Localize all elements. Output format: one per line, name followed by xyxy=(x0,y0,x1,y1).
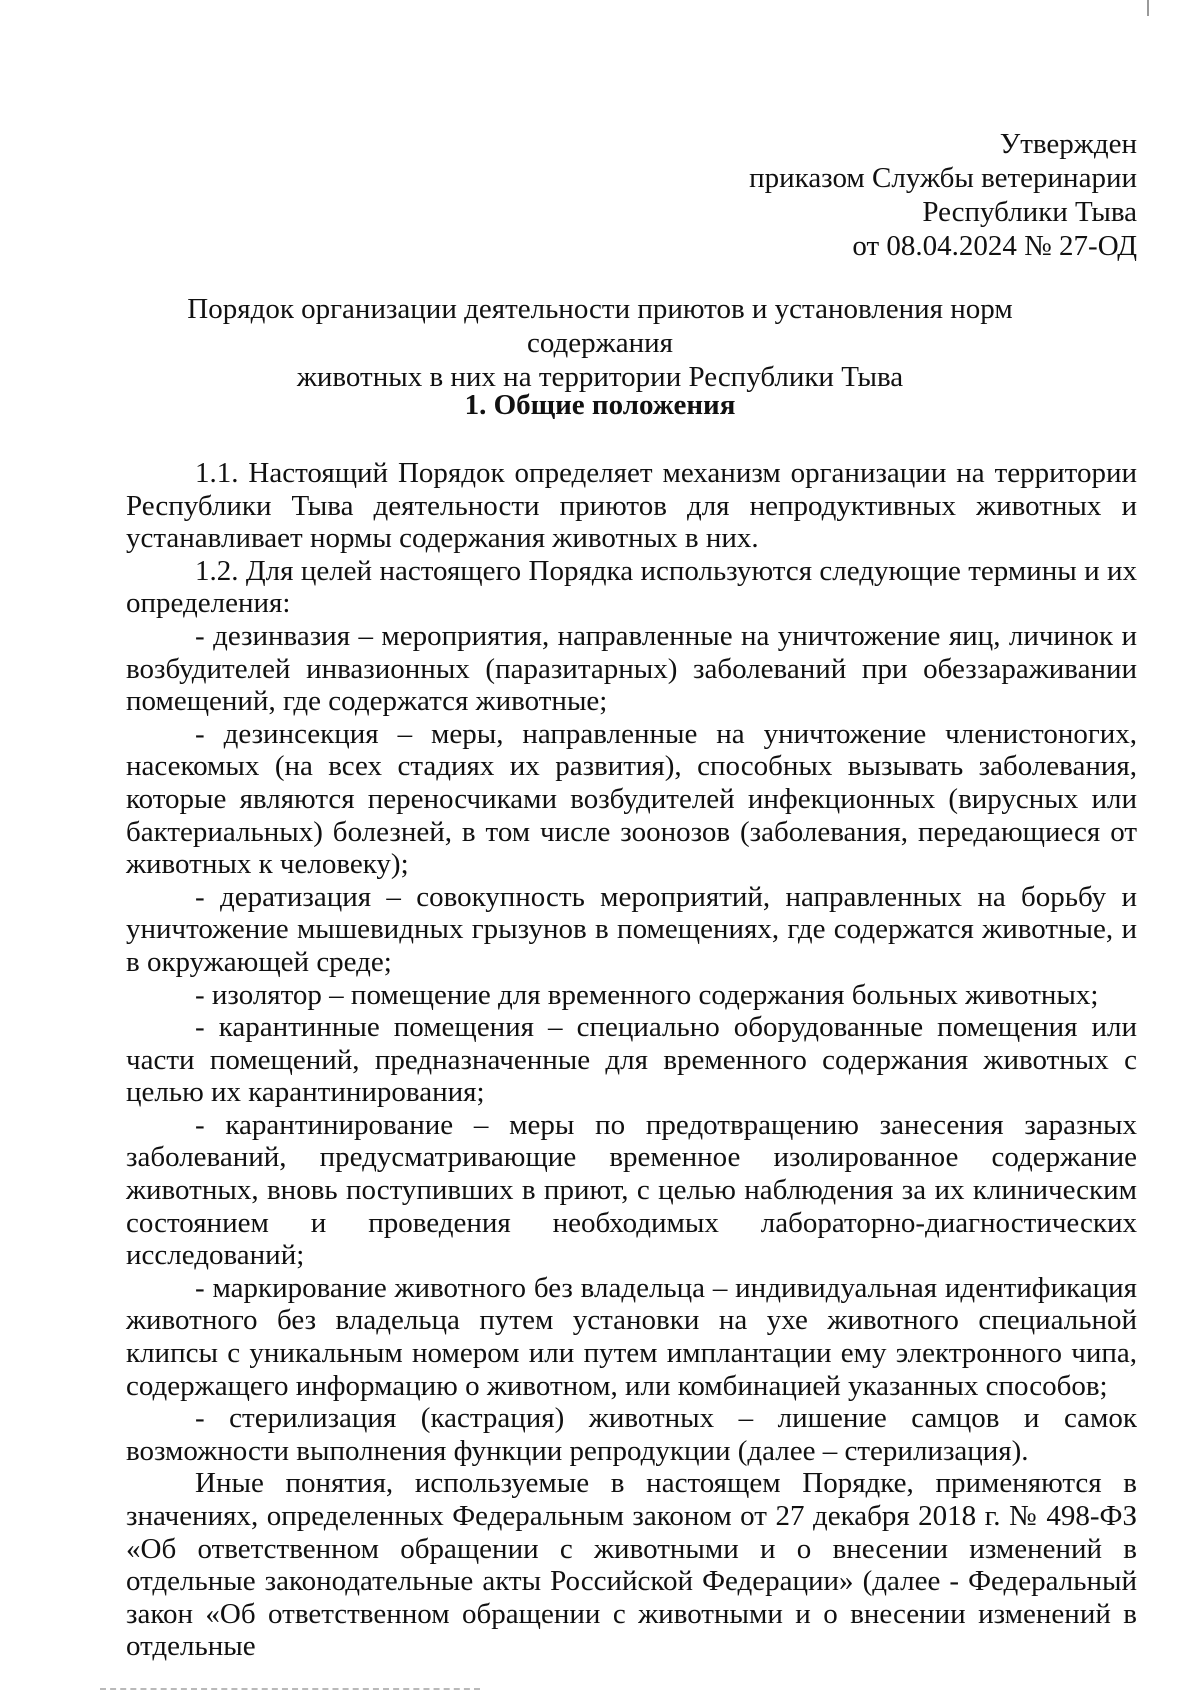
term-disinsection: - дезинсекция – меры, направленные на уничтожение членистоногих, насекомых (на всех стадиях их развития), способных вызывать заболевания, которые являются переносчиками возбудителей инфекционных (вирусных или бактериальных) болезней, в том числе зоонозов (заболевания, передающиеся от животных к человеку); xyxy=(126,717,1137,881)
section-body xyxy=(126,457,1137,1663)
term-sterilization: - стерилизация (кастрация) животных – лишение самцов и самок возможности выполнения функции репродукции (далее – стерилизация). xyxy=(126,1402,1137,1467)
term-quarantine-premises: - карантинные помещения – специально оборудованные помещения или части помещений, предназначенные для временного содержания животных с целью их карантинирования; xyxy=(126,1011,1137,1109)
term-disinvasion: - дезинвазия – мероприятия, направленные на уничтожение яиц, личинок и возбудителей инвазионных (паразитарных) заболеваний при обеззараживании помещений, где содержатся животные; xyxy=(126,619,1137,718)
term-marking: - маркирование животного без владельца – индивидуальная идентификация животного без владельца путем установки на ухе животного специальной клипсы с уникальным номером или путем имплантации ему электронного чипа, содержащего информацию о животном, или комбинацией указанных способов; xyxy=(126,1271,1137,1402)
scan-artifact-top xyxy=(1147,0,1149,16)
term-isolator: - изолятор – помещение для временного содержания больных животных; xyxy=(195,978,1099,1011)
document-title xyxy=(120,292,1080,394)
approval-line-order: приказом Службы ветеринарии xyxy=(749,162,1137,194)
section-heading-general-provisions: 1. Общие положения xyxy=(464,389,736,421)
document-title-line-2: животных в них на территории Республики Тыва xyxy=(296,361,904,393)
paragraph-1-1: 1.1. Настоящий Порядок определяет механизм организации на территории Республики Тыва деятельности приютов для непродуктивных животных и устанавливает нормы содержания животных в них. xyxy=(126,457,1137,555)
approval-line-date-number: от 08.04.2024 № 27-ОД xyxy=(852,230,1137,262)
scan-artifact-bottom xyxy=(100,1688,480,1690)
paragraph-other-concepts: Иные понятия, используемые в настоящем Порядке, применяются в значениях, определенных Федеральным законом от 27 декабря 2018 г. № 498-ФЗ «Об ответственном обращении с животными и о внесении изменений в отдельные законодательные акты Российской Федерации» (далее - Федеральный закон «Об ответственном обращении с животными и о внесении изменений в отдельные xyxy=(126,1467,1137,1663)
term-quarantining: - карантинирование – меры по предотвращению занесения заразных заболеваний, предусматривающие временное изолированное содержание животных, вновь поступивших в приют, с целью наблюдения за их клиническим состоянием и проведения необходимых лабораторно-диагностических исследований; xyxy=(126,1108,1137,1272)
paragraph-1-2: 1.2. Для целей настоящего Порядка используются следующие термины и их определения: xyxy=(126,554,1137,620)
approval-line-republic: Республики Тыва xyxy=(922,196,1137,228)
approval-stamp-block xyxy=(749,127,1137,263)
document-title-line-1: Порядок организации деятельности приютов и установления норм содержания xyxy=(187,293,1013,359)
approval-line-approved: Утвержден xyxy=(999,128,1137,160)
term-deratization: - дератизация – совокупность мероприятий, направленных на борьбу и уничтожение мышевидных грызунов в помещениях, где содержатся животные, и в окружающей среде; xyxy=(126,880,1137,978)
